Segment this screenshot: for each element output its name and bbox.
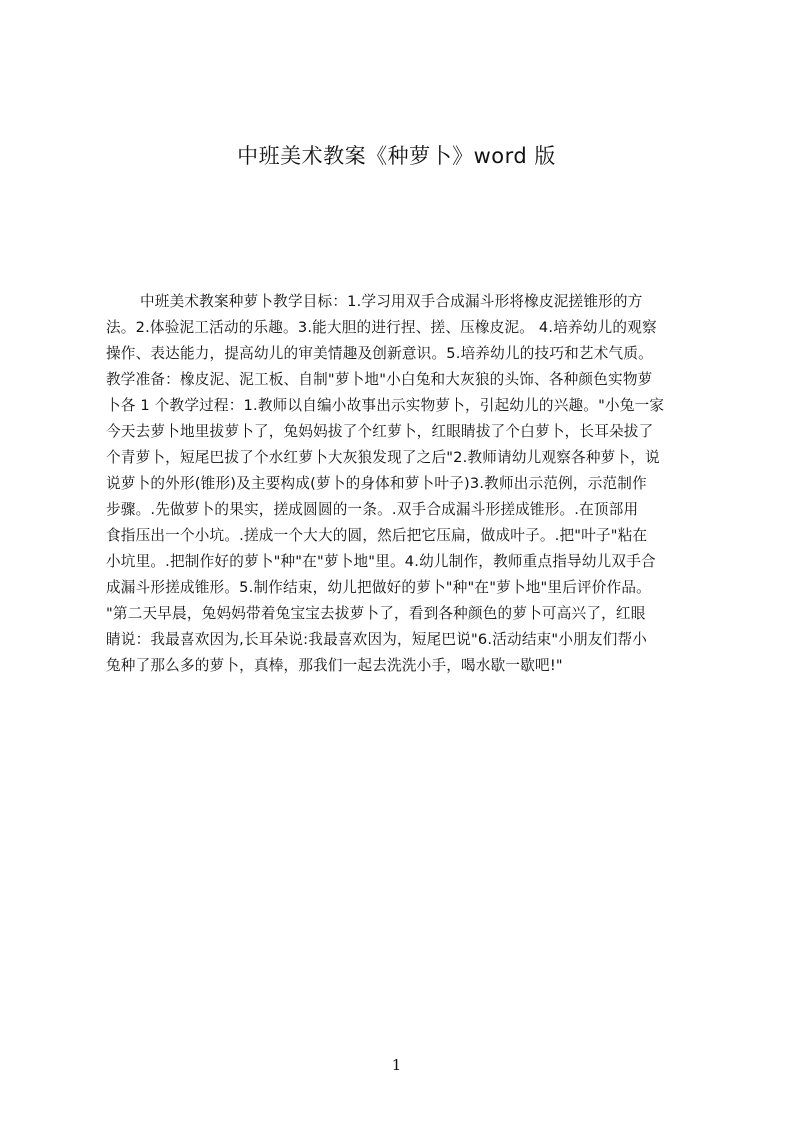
body-line: "第二天早晨，兔妈妈带着兔宝宝去拔萝卜了，看到各种颜色的萝卜可高兴了，红眼: [106, 605, 646, 622]
body-line: 操作、表达能力，提高幼儿的审美情趣及创新意识。5.培养幼儿的技巧和艺术气质。: [106, 345, 653, 362]
body-line: 中班美术教案种萝卜教学目标：1.学习用双手合成漏斗形将橡皮泥搓锥形的方: [140, 293, 643, 310]
body-line: 今天去萝卜地里拔萝卜了，兔妈妈拔了个红萝卜，红眼睛拔了个白萝卜，长耳朵拔了: [106, 423, 654, 440]
body-line: 成漏斗形搓成锥形。5.制作结束，幼儿把做好的萝卜"种"在"萝卜地"里后评价作品。: [106, 579, 651, 596]
body-line: 说萝卜的外形(锥形)及主要构成(萝卜的身体和萝卜叶子)3.教师出示范例，示范制作: [106, 475, 647, 492]
body-line: 卜各 1 个教学过程：1.教师以自编小故事出示实物萝卜，引起幼儿的兴趣。"小兔一家: [106, 397, 665, 414]
body-line: 小坑里。.把制作好的萝卜"种"在"萝卜地"里。4.幼儿制作，教师重点指导幼儿双手合: [106, 553, 656, 570]
document-title: 中班美术教案《种萝卜》word 版: [237, 144, 556, 168]
body-line: 睛说：我最喜欢因为,长耳朵说:我最喜欢因为，短尾巴说"6.活动结束"小朋友们帮小: [106, 631, 648, 648]
body-line: 法。2.体验泥工活动的乐趣。3.能大胆的进行捏、搓、压橡皮泥。 4.培养幼儿的观察: [106, 319, 657, 336]
body-line: 教学准备：橡皮泥、泥工板、自制"萝卜地"小白兔和大灰狼的头饰、各种颜色实物萝: [106, 371, 653, 388]
document-body: [106, 289, 697, 679]
body-line: 食指压出一个小坑。.搓成一个大大的圆，然后把它压扁，做成叶子。.把"叶子"粘在: [106, 527, 648, 544]
body-line: 个青萝卜，短尾巴拔了个水红萝卜大灰狼发现了之后"2.教师请幼儿观察各种萝卜，说: [106, 449, 660, 466]
page-number: 1: [391, 1056, 402, 1074]
body-line: 兔种了那么多的萝卜，真棒，那我们一起去洗洗小手，喝水歇一歇吧!": [106, 657, 563, 674]
body-line: 步骤。.先做萝卜的果实，搓成圆圆的一条。.双手合成漏斗形搓成锥形。.在顶部用: [106, 501, 639, 518]
